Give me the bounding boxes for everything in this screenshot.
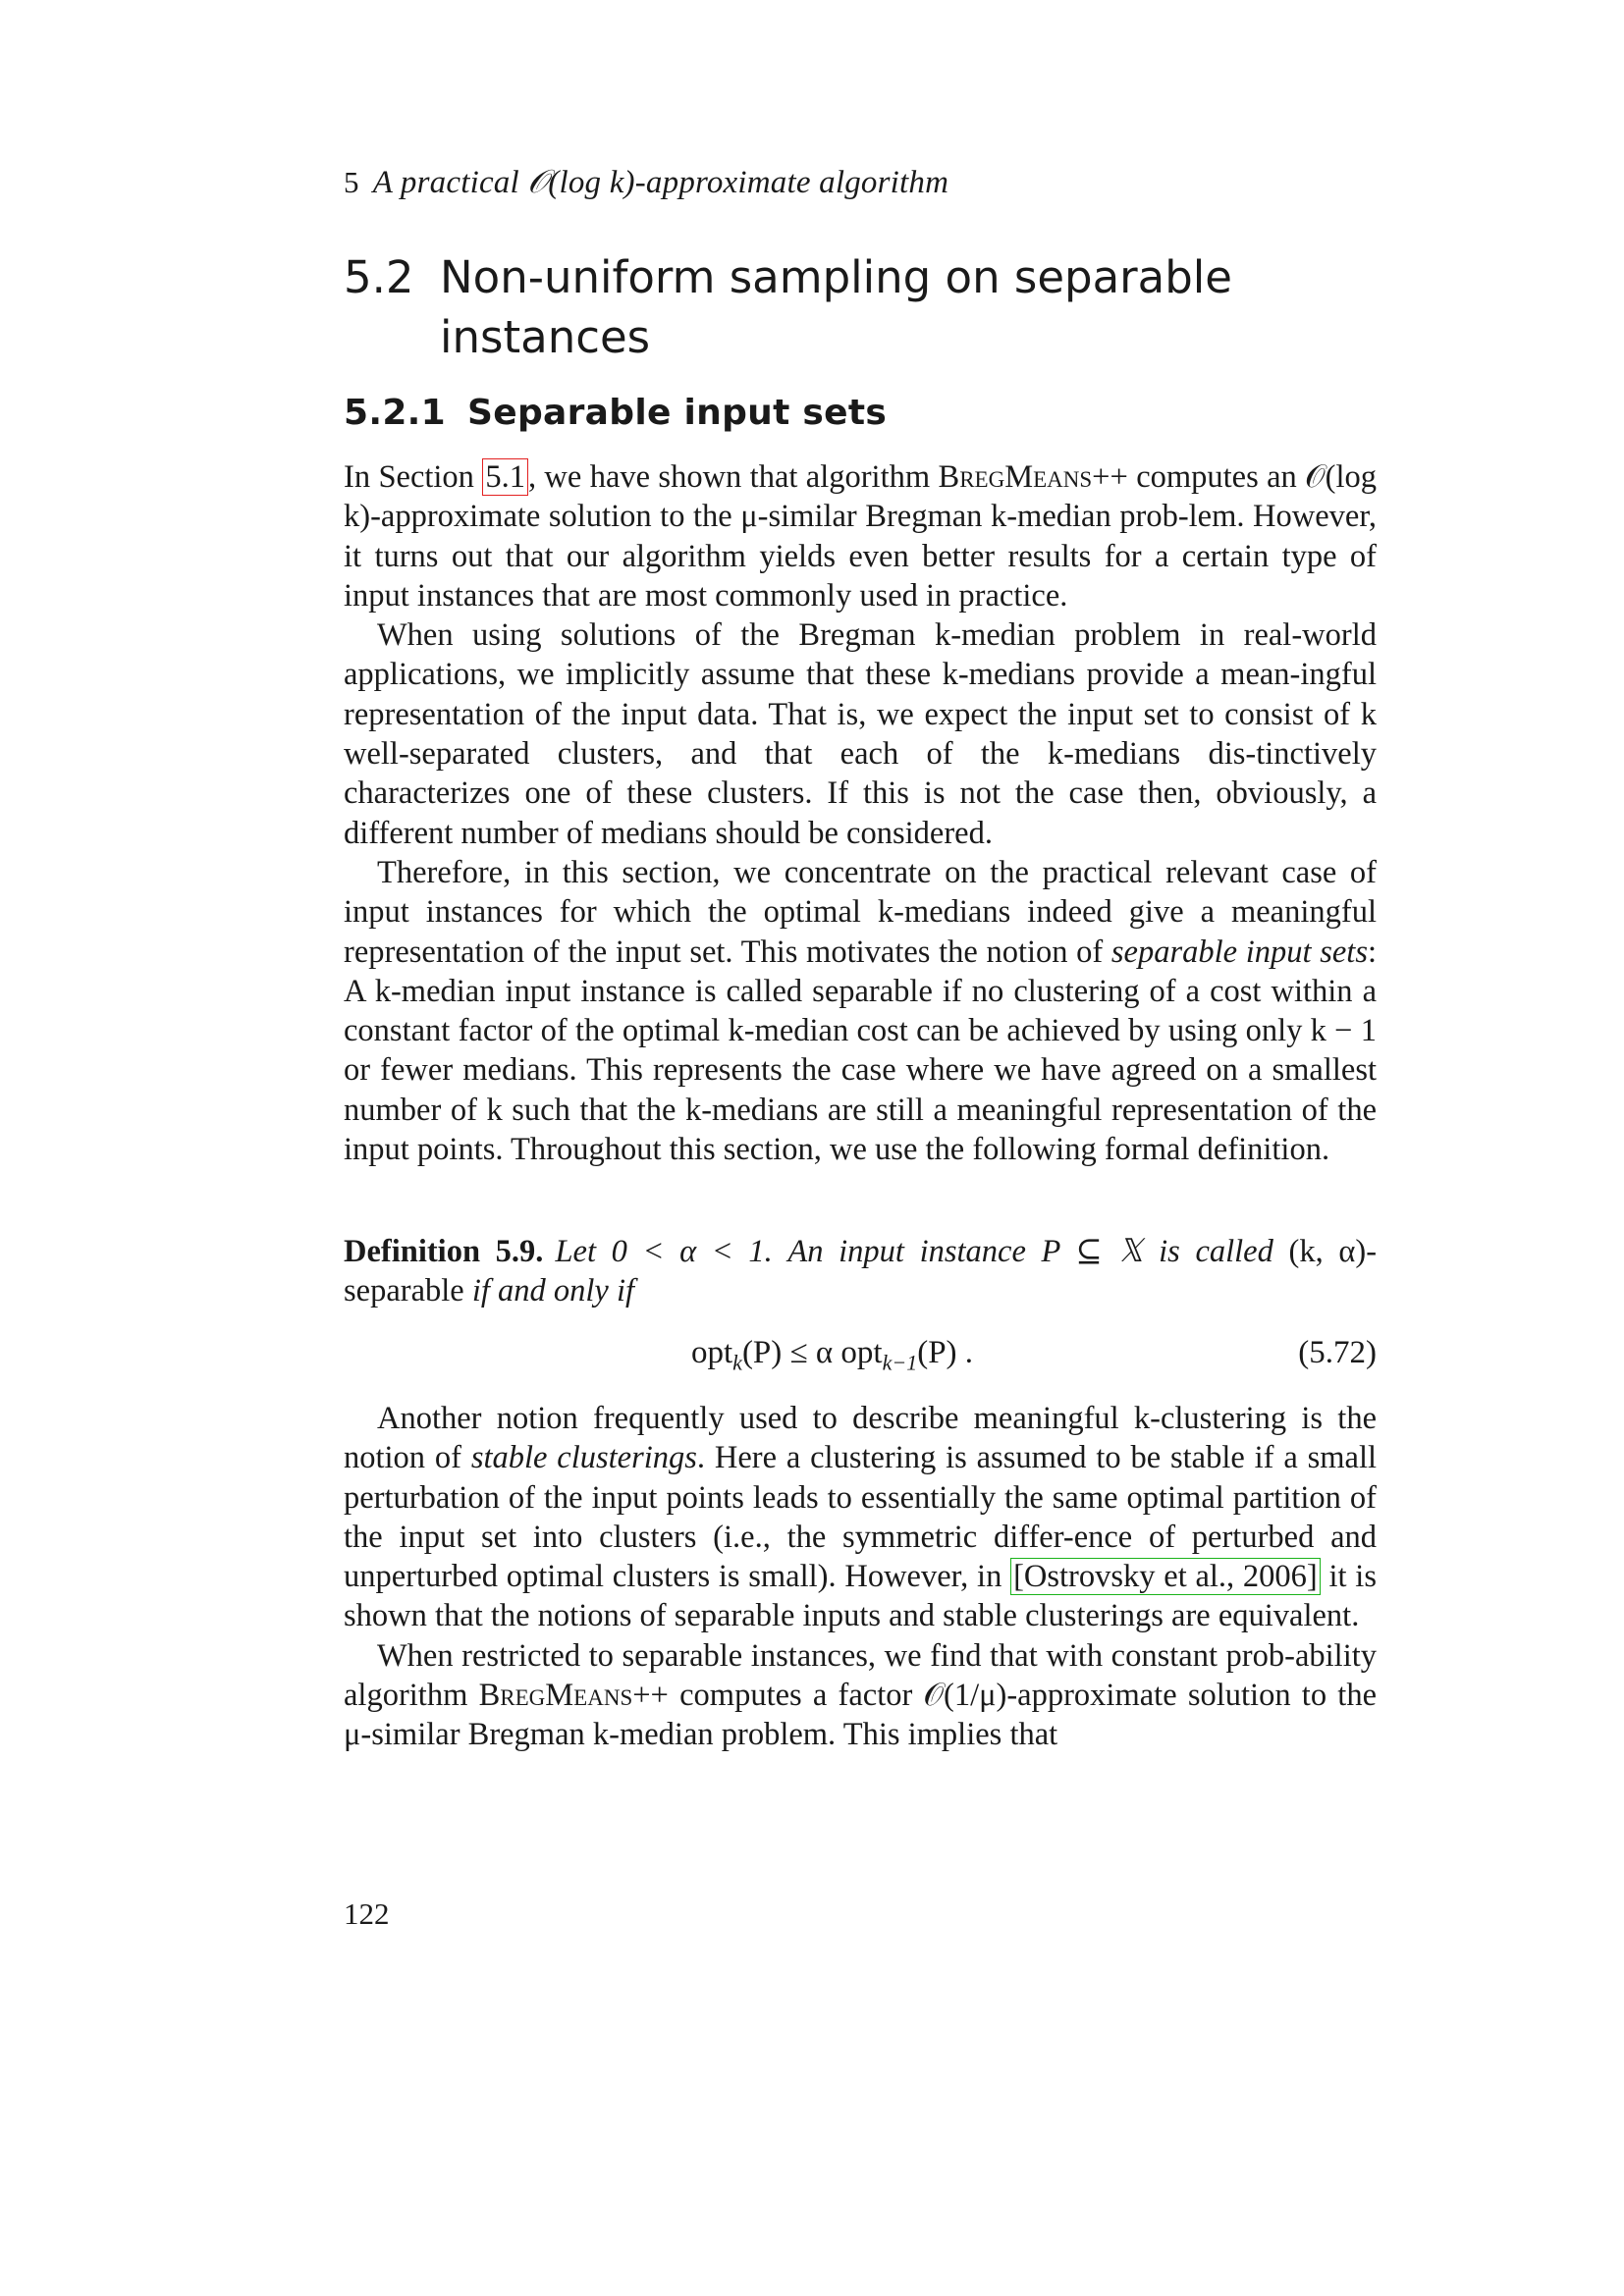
paragraph-3-text-b: : A k-median input instance is called separable if no clustering of a cost within a constant factor of the optimal k-median cost can be achieved by using only k − 1 or fewer medians. This represents the case where we have agreed on a smallest number of k such that the k-medians are still a meaningful representation of the input points. Throughout this section, we use the following formal definition. [344, 934, 1377, 1168]
paragraph-3-text-a: Therefore, in this section, we concentrate on the practical relevant case of input instances for which the optimal k-medians indeed give a meaningful representation of the input set. This motivates the notion of [344, 854, 1377, 970]
body-block-1 [344, 457, 1377, 1169]
section-title-line2: instances [440, 311, 651, 363]
equation-formula [691, 1335, 973, 1376]
eq-rhs-arg: (P) . [917, 1335, 974, 1370]
definition-text-a: Let 0 < α < 1. An input instance P ⊆ 𝕏 is called [555, 1234, 1273, 1269]
algorithm-name: BregMeans++ [938, 459, 1128, 495]
paragraph-1-text-b: , we have shown that algorithm [527, 459, 939, 495]
page-number: 122 [344, 1896, 390, 1931]
citation-link[interactable]: [Ostrovsky et al., 2006] [1010, 1558, 1321, 1595]
paragraph-1 [344, 457, 1377, 615]
running-head [344, 165, 948, 201]
term-separable-input-sets: separable input sets [1110, 934, 1368, 970]
paragraph-1-text-c: computes an 𝒪(log k)-approximate solution to the μ-similar Bregman k-median prob-lem. However, it turns out that our algorithm yields even better results for a certain type of input instances that are most commonly used in practice. [344, 459, 1378, 614]
paragraph-5 [344, 1636, 1377, 1755]
section-heading [344, 247, 1232, 367]
paragraph-4-text-c: it is shown that the notions of separable inputs and stable clusterings are equivalent. [344, 1559, 1377, 1634]
definition-label: Definition 5.9. [344, 1234, 544, 1269]
eq-rhs-sub: k−1 [882, 1350, 918, 1375]
paragraph-3 [344, 853, 1377, 1169]
section-title-line1: Non-uniform sampling on separable [440, 251, 1232, 303]
eq-rhs-op: opt [840, 1335, 883, 1370]
definition-5-9 [344, 1232, 1377, 1311]
paragraph-4 [344, 1399, 1377, 1636]
body-block-2 [344, 1399, 1377, 1755]
paragraph-5-text-a: When restricted to separable instances, we find that with constant prob-ability algorithm [344, 1637, 1377, 1714]
eq-lhs-sub: k [732, 1350, 742, 1375]
paragraph-2: When using solutions of the Bregman k-median problem in real-world applications, we implicitly assume that these k-medians provide a mean-ingful representation of the input data. That is, we expect the input set to consist of k well-separated clusters, and that each of the k-medians dis-tinctively characterizes one of these clusters. If this is not the case then, obviously, a different number of medians should be considered. [344, 617, 1377, 851]
paragraph-5-text-b: computes a factor 𝒪(1/μ)-approximate solution to the μ-similar Bregman k-median problem. This implies that [344, 1678, 1377, 1753]
algorithm-name-2: BregMeans++ [478, 1678, 669, 1714]
eq-lhs-op: opt [691, 1335, 733, 1370]
definition-text-b: if and only if [471, 1273, 635, 1309]
term-stable-clusterings: stable clusterings [470, 1440, 697, 1476]
chapter-title: A practical 𝒪(log k)-approximate algorithm [372, 165, 949, 200]
section-number: 5.2 [344, 251, 414, 303]
paragraph-4-text-a: Another notion frequently used to describe meaningful k-clustering is the notion of [344, 1401, 1377, 1476]
paragraph-1-text-a: In Section [344, 459, 483, 495]
eq-lhs-arg: (P) ≤ α [741, 1335, 841, 1370]
subsection-number: 5.2.1 [344, 393, 446, 433]
equation-5-72 [344, 1335, 1377, 1376]
section-link[interactable]: 5.1 [482, 458, 528, 496]
definition-term: (k, α)-separable [344, 1234, 1378, 1309]
equation-number: (5.72) [1298, 1335, 1377, 1370]
subsection-heading [344, 393, 887, 433]
subsection-title: Separable input sets [467, 393, 888, 433]
chapter-number: 5 [344, 165, 359, 199]
paragraph-4-text-b: . Here a clustering is assumed to be stable if a small perturbation of the input points leads to essentially the same optimal partition of the input set into clusters (i.e., the symmetric differ-ence of perturbed and unperturbed optimal clusters is small). However, in [344, 1440, 1378, 1595]
